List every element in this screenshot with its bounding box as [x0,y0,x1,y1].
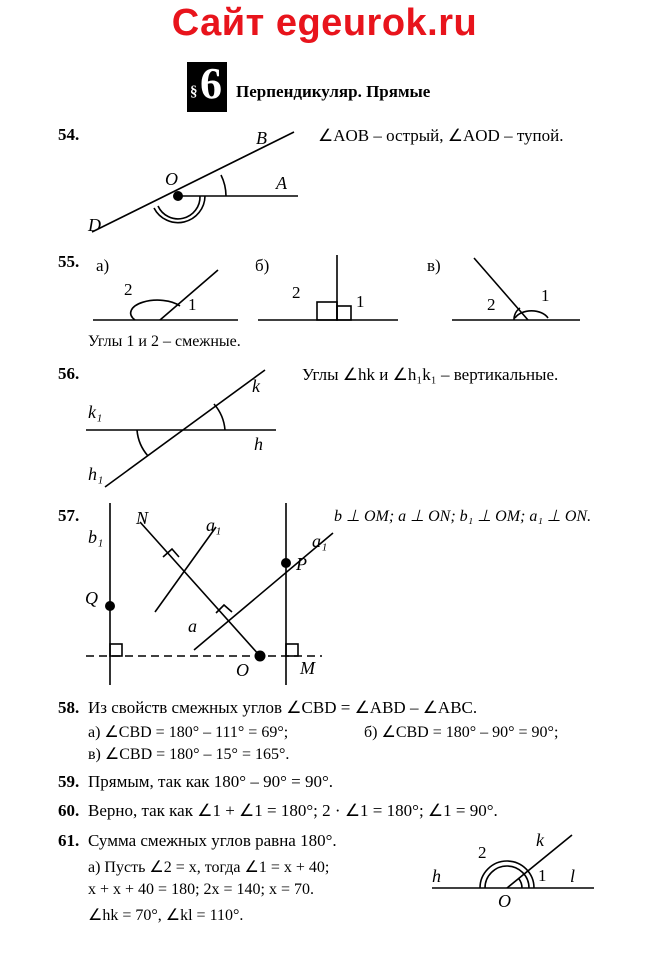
p55b-square-big [317,302,337,320]
p55c-label-2: 2 [487,295,496,314]
p61-line3: x + x + 40 = 180; 2x = 140; x = 70. [88,881,315,898]
p57-label-N: N [136,508,149,528]
problem-61-number: 61. [58,831,80,850]
p56-label-h1: h₁ [88,464,104,484]
p55-sub-a: а) [96,256,110,275]
problem-54-number: 54. [58,125,80,144]
p61-arc-2a [480,861,534,888]
p55-sub-c: в) [427,256,441,275]
p56-answer: Углы ∠hk и ∠h₁k₁ – вертикальные. [302,365,559,384]
p54-label-D: D [88,215,101,235]
p56-label-k1: k₁ [88,402,103,422]
problem-57-number: 57. [58,506,80,525]
p61-line1: Сумма смежных углов равна 180°. [88,831,337,850]
problem-59-number: 59. [58,772,80,791]
p61-label-k: k [536,830,544,850]
p55a-label-1: 1 [188,295,197,314]
p56-arc-hk [214,404,225,430]
section-title: Перпендикуляр. Прямые [236,82,431,101]
p54-answer: ∠AOB – острый, ∠AOD – тупой. [318,126,564,145]
p54-label-O: O [165,169,178,189]
p54-label-A: A [276,173,287,193]
problem-56-number: 56. [58,364,80,383]
p61-label-h: h [432,866,441,886]
p61-label-2: 2 [478,843,487,862]
p55-caption: Углы 1 и 2 – смежные. [88,333,241,350]
p55c-ray [474,258,528,320]
p57-right-angle-M [286,644,298,656]
problem-58-number: 58. [58,698,80,717]
p57-answer: b ⊥ OM; a ⊥ ON; b₁ ⊥ OM; a₁ ⊥ ON. [334,508,592,525]
section-number: 6 [200,59,222,108]
p57-line-ON [140,522,260,656]
p57-point-P [281,558,291,568]
p58-line3: в) ∠CBD = 180° – 15° = 165°. [88,746,290,763]
p58-line2b: б) ∠CBD = 180° – 90° = 90°; [364,724,559,741]
p57-label-O: O [236,660,249,680]
p61-label-O: O [498,891,511,911]
p54-arc-AOB [221,175,226,196]
p57-label-b1: b₁ [88,527,104,547]
p61-arc-1 [519,879,522,888]
p55a-label-2: 2 [124,280,133,299]
p57-point-Q [105,601,115,611]
p55b-square-small [337,306,351,320]
p58-line1: Из свойств смежных углов ∠CBD = ∠ABD – ∠ABC. [88,698,478,717]
p58-line2a: а) ∠CBD = 180° – 111° = 69°; [88,724,289,741]
problem-55-number: 55. [58,252,80,271]
p59-answer: Прямым, так как 180° – 90° = 90°. [88,772,334,791]
p56-arc-h1k1 [137,430,148,456]
p57-label-a: a [188,616,197,636]
p57-label-M: M [300,658,315,678]
p57-line-a1 [155,527,216,612]
p55c-label-1: 1 [541,286,550,305]
p54-label-B: B [256,128,267,148]
p61-line4: ∠hk = 70°, ∠kl = 110°. [88,907,244,924]
p55b-label-2: 2 [292,283,301,302]
p61-line2: а) Пусть ∠2 = x, тогда ∠1 = x + 40; [88,859,330,876]
p61-label-1: 1 [538,866,547,885]
p55b-label-1: 1 [356,292,365,311]
p57-label-Q: Q [85,588,98,608]
p61-label-l: l [570,866,576,886]
p57-label-a1-top: a₁ [206,515,222,535]
section-symbol: § [190,84,198,100]
p55-sub-b: б) [255,256,270,275]
p57-point-O [255,651,266,662]
p56-label-k: k [252,376,260,396]
p54-point-O [173,191,183,201]
p56-line-h1k [105,370,265,487]
p56-label-h: h [254,434,263,454]
p57-label-P: P [296,554,307,574]
p60-answer: Верно, так как ∠1 + ∠1 = 180°; 2 · ∠1 = 180°; ∠1 = 90°. [88,801,498,820]
p57-right-angle-b1 [110,644,122,656]
site-title: Сайт egeurok.ru [171,2,478,44]
problem-60-number: 60. [58,801,80,820]
p57-label-a1-right: a₁ [312,531,328,551]
